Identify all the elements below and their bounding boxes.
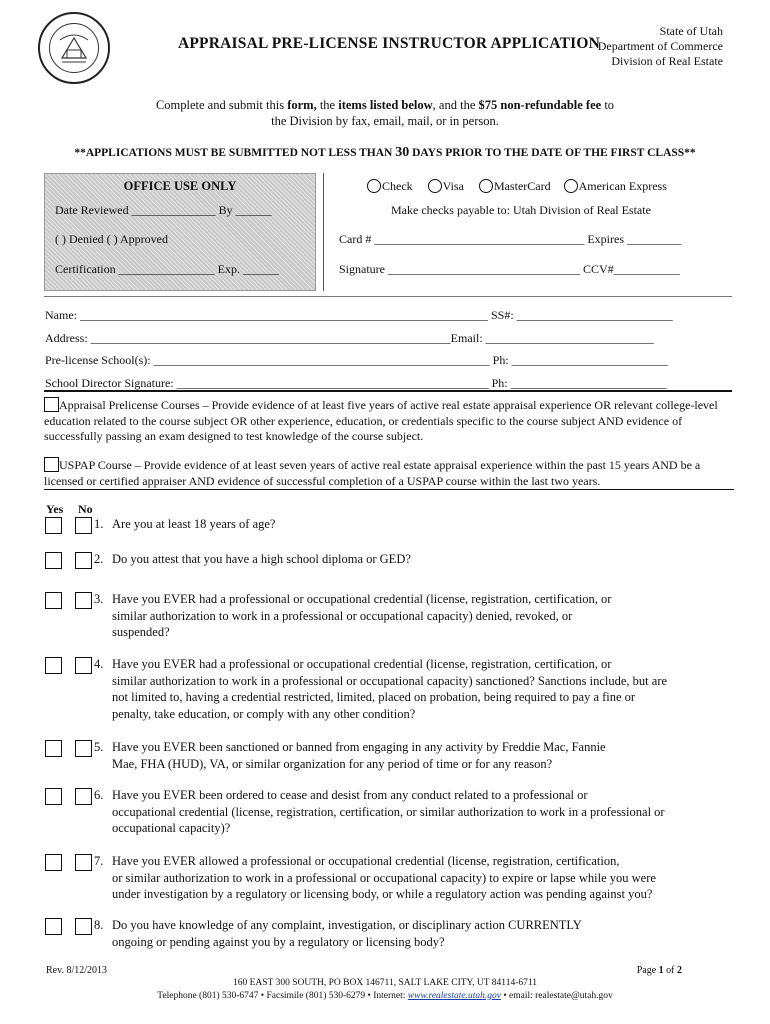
question-text: occupational capacity)?: [112, 821, 231, 835]
denied-approved-line: ( ) Denied ( ) Approved: [55, 232, 168, 246]
question-number: 1.: [94, 517, 104, 531]
date-reviewed-line: Date Reviewed ______________ By ______: [55, 203, 272, 217]
signature-line[interactable]: Signature ________________________________ CCV#___________: [339, 262, 680, 276]
question-7-no-checkbox[interactable]: [75, 854, 92, 871]
question-text: Are you at least 18 years of age?: [112, 517, 276, 531]
payment-check[interactable]: Check: [367, 179, 413, 193]
card-number-line[interactable]: Card # ___________________________________ Expires _________: [339, 232, 681, 246]
check-radio[interactable]: [367, 179, 381, 193]
director-signature-field[interactable]: School Director Signature: ____________________________________________________ Ph: __________________________: [45, 376, 667, 390]
question-text: or similar authorization to work in a professional or occupational capacity) to expire or lapse while you were: [112, 870, 656, 885]
question-1: [94, 516, 275, 533]
school-phone-field[interactable]: Pre-license School(s): ________________________________________________________ Ph: __________________________: [45, 353, 668, 367]
question-4: [94, 656, 667, 722]
footer-contact: 160 EAST 300 SOUTH, PO BOX 146711, SALT LAKE CITY, UT 84114-6711 Telephone (801) 530-6747 • Facsimile (801) 530-6279 • Internet: www.realestate.utah.gov • email: realestate@utah.gov: [0, 977, 770, 1003]
uspap-course-checkbox[interactable]: [44, 457, 59, 472]
question-5-no-checkbox[interactable]: [75, 740, 92, 757]
intro-text: Complete and submit this form, the items listed below, and the $75 non-refundable fee to the Division by fax, email, mail, or in person.: [155, 98, 615, 128]
payment-options: [367, 179, 667, 194]
footer-address: 160 EAST 300 SOUTH, PO BOX 146711, SALT LAKE CITY, UT 84114-6711: [232, 978, 538, 988]
questions-divider: [44, 489, 734, 490]
courses-divider: [44, 390, 732, 392]
question-text: Have you EVER been sanctioned or banned from engaging in any activity by Freddie Mac, Fannie: [112, 740, 606, 754]
payment-visa[interactable]: Visa: [428, 179, 464, 193]
question-number: 7.: [94, 854, 104, 868]
agency-state: State of Utah: [659, 24, 723, 38]
certification-line: Certification ________________ Exp. ______: [55, 262, 279, 276]
name-ss-field[interactable]: Name: ____________________________________________________________________ SS#: __________________________: [45, 308, 673, 322]
question-text: Have you EVER allowed a professional or occupational credential (license, registration, certification,: [112, 854, 620, 868]
question-text: ongoing or pending against you by a regulatory or licensing body?: [112, 934, 445, 949]
question-text: Do you attest that you have a high school diploma or GED?: [112, 552, 411, 566]
question-text: Mae, FHA (HUD), VA, or similar organization for any period of time or for any reason?: [112, 756, 553, 771]
question-3-no-checkbox[interactable]: [75, 592, 92, 609]
question-7-yes-checkbox[interactable]: [45, 854, 62, 871]
amex-radio[interactable]: [564, 179, 578, 193]
appraisal-course-option: Appraisal Prelicense Courses – Provide evidence of at least five years of active real estate appraisal experience OR relevant college-level education related to the course subject OR other experience, education, or credentials specific to the course subject AND evidence of successfully passing an exam designed to test knowledge of the course subject.: [44, 398, 718, 443]
no-header: No: [78, 502, 93, 516]
agency-department: Department of Commerce: [597, 39, 723, 53]
question-text: similar authorization to work in a professional or occupational capacity) sanctioned? Sanctions include, but are: [112, 673, 668, 688]
agency-division: Division of Real Estate: [611, 54, 723, 68]
question-4-no-checkbox[interactable]: [75, 657, 92, 674]
question-text: similar authorization to work in a professional or occupational capacity) denied, revoked, or: [112, 608, 573, 623]
question-1-yes-checkbox[interactable]: [45, 517, 62, 534]
office-use-heading: OFFICE USE ONLY: [123, 179, 237, 193]
office-use-box: [44, 173, 316, 291]
website-link[interactable]: www.realestate.utah.gov: [407, 991, 501, 1001]
payment-mastercard[interactable]: MasterCard: [479, 179, 551, 193]
address-email-field[interactable]: Address: ____________________________________________________________Email: ____________________________: [45, 331, 654, 345]
question-text: penalty, take education, or comply with any other condition?: [112, 706, 416, 721]
question-number: 5.: [94, 740, 104, 754]
question-8: [94, 917, 582, 950]
question-text: under investigation by a regulatory or licensing body, or while a regulatory action was pending against you?: [112, 887, 653, 901]
question-4-yes-checkbox[interactable]: [45, 657, 62, 674]
payment-amex[interactable]: American Express: [564, 179, 667, 193]
submission-warning: **APPLICATIONS MUST BE SUBMITTED NOT LESS THAN 30 DAYS PRIOR TO THE DATE OF THE FIRST CLASS**: [74, 145, 696, 160]
question-text: Have you EVER had a professional or occupational credential (license, registration, certification, or: [112, 657, 612, 671]
question-text: suspended?: [112, 625, 170, 639]
question-text: not limited to, having a credential restricted, limited, placed on probation, being required to pay a fine or: [112, 690, 636, 704]
agency-block: [598, 24, 723, 69]
state-seal-icon: [38, 12, 110, 84]
question-number: 6.: [94, 788, 104, 802]
page-number: Page 1 of 2: [636, 965, 682, 976]
uspap-course-option: USPAP Course – Provide evidence of at least seven years of active real estate appraisal experience within the past 15 years AND be a licensed or certified appraiser AND evidence of successful completion of a USPAP course within the last two years.: [44, 458, 701, 488]
question-text: Have you EVER been ordered to cease and desist from any conduct related to a professional or: [112, 788, 588, 802]
question-text: occupational credential (license, registration, certification, or similar authorization to work in a professional or: [112, 804, 665, 819]
question-5: [94, 739, 606, 772]
form-title: APPRAISAL PRE-LICENSE INSTRUCTOR APPLICATION: [178, 35, 601, 52]
question-1-no-checkbox[interactable]: [75, 517, 92, 534]
question-text: Have you EVER had a professional or occupational credential (license, registration, certification, or: [112, 592, 612, 606]
question-number: 2.: [94, 552, 104, 566]
section-divider: [44, 296, 732, 297]
question-2-no-checkbox[interactable]: [75, 552, 92, 569]
question-7: [94, 853, 656, 903]
question-2-yes-checkbox[interactable]: [45, 552, 62, 569]
question-number: 8.: [94, 918, 104, 932]
question-3: [94, 591, 611, 641]
question-number: 3.: [94, 592, 104, 606]
visa-radio[interactable]: [428, 179, 442, 193]
question-text: Do you have knowledge of any complaint, investigation, or disciplinary action CURRENTLY: [112, 918, 582, 932]
question-8-no-checkbox[interactable]: [75, 918, 92, 935]
question-number: 4.: [94, 657, 104, 671]
payable-note: Make checks payable to: Utah Division of Real Estate: [391, 203, 651, 217]
question-6-yes-checkbox[interactable]: [45, 788, 62, 805]
mastercard-radio[interactable]: [479, 179, 493, 193]
question-6-no-checkbox[interactable]: [75, 788, 92, 805]
question-6: [94, 787, 665, 837]
payment-divider: [323, 173, 324, 291]
question-2: [94, 551, 411, 568]
question-3-yes-checkbox[interactable]: [45, 592, 62, 609]
question-5-yes-checkbox[interactable]: [45, 740, 62, 757]
question-8-yes-checkbox[interactable]: [45, 918, 62, 935]
yes-header: Yes: [46, 502, 64, 516]
appraisal-course-checkbox[interactable]: [44, 397, 59, 412]
revision-date: Rev. 8/12/2013: [46, 965, 108, 976]
